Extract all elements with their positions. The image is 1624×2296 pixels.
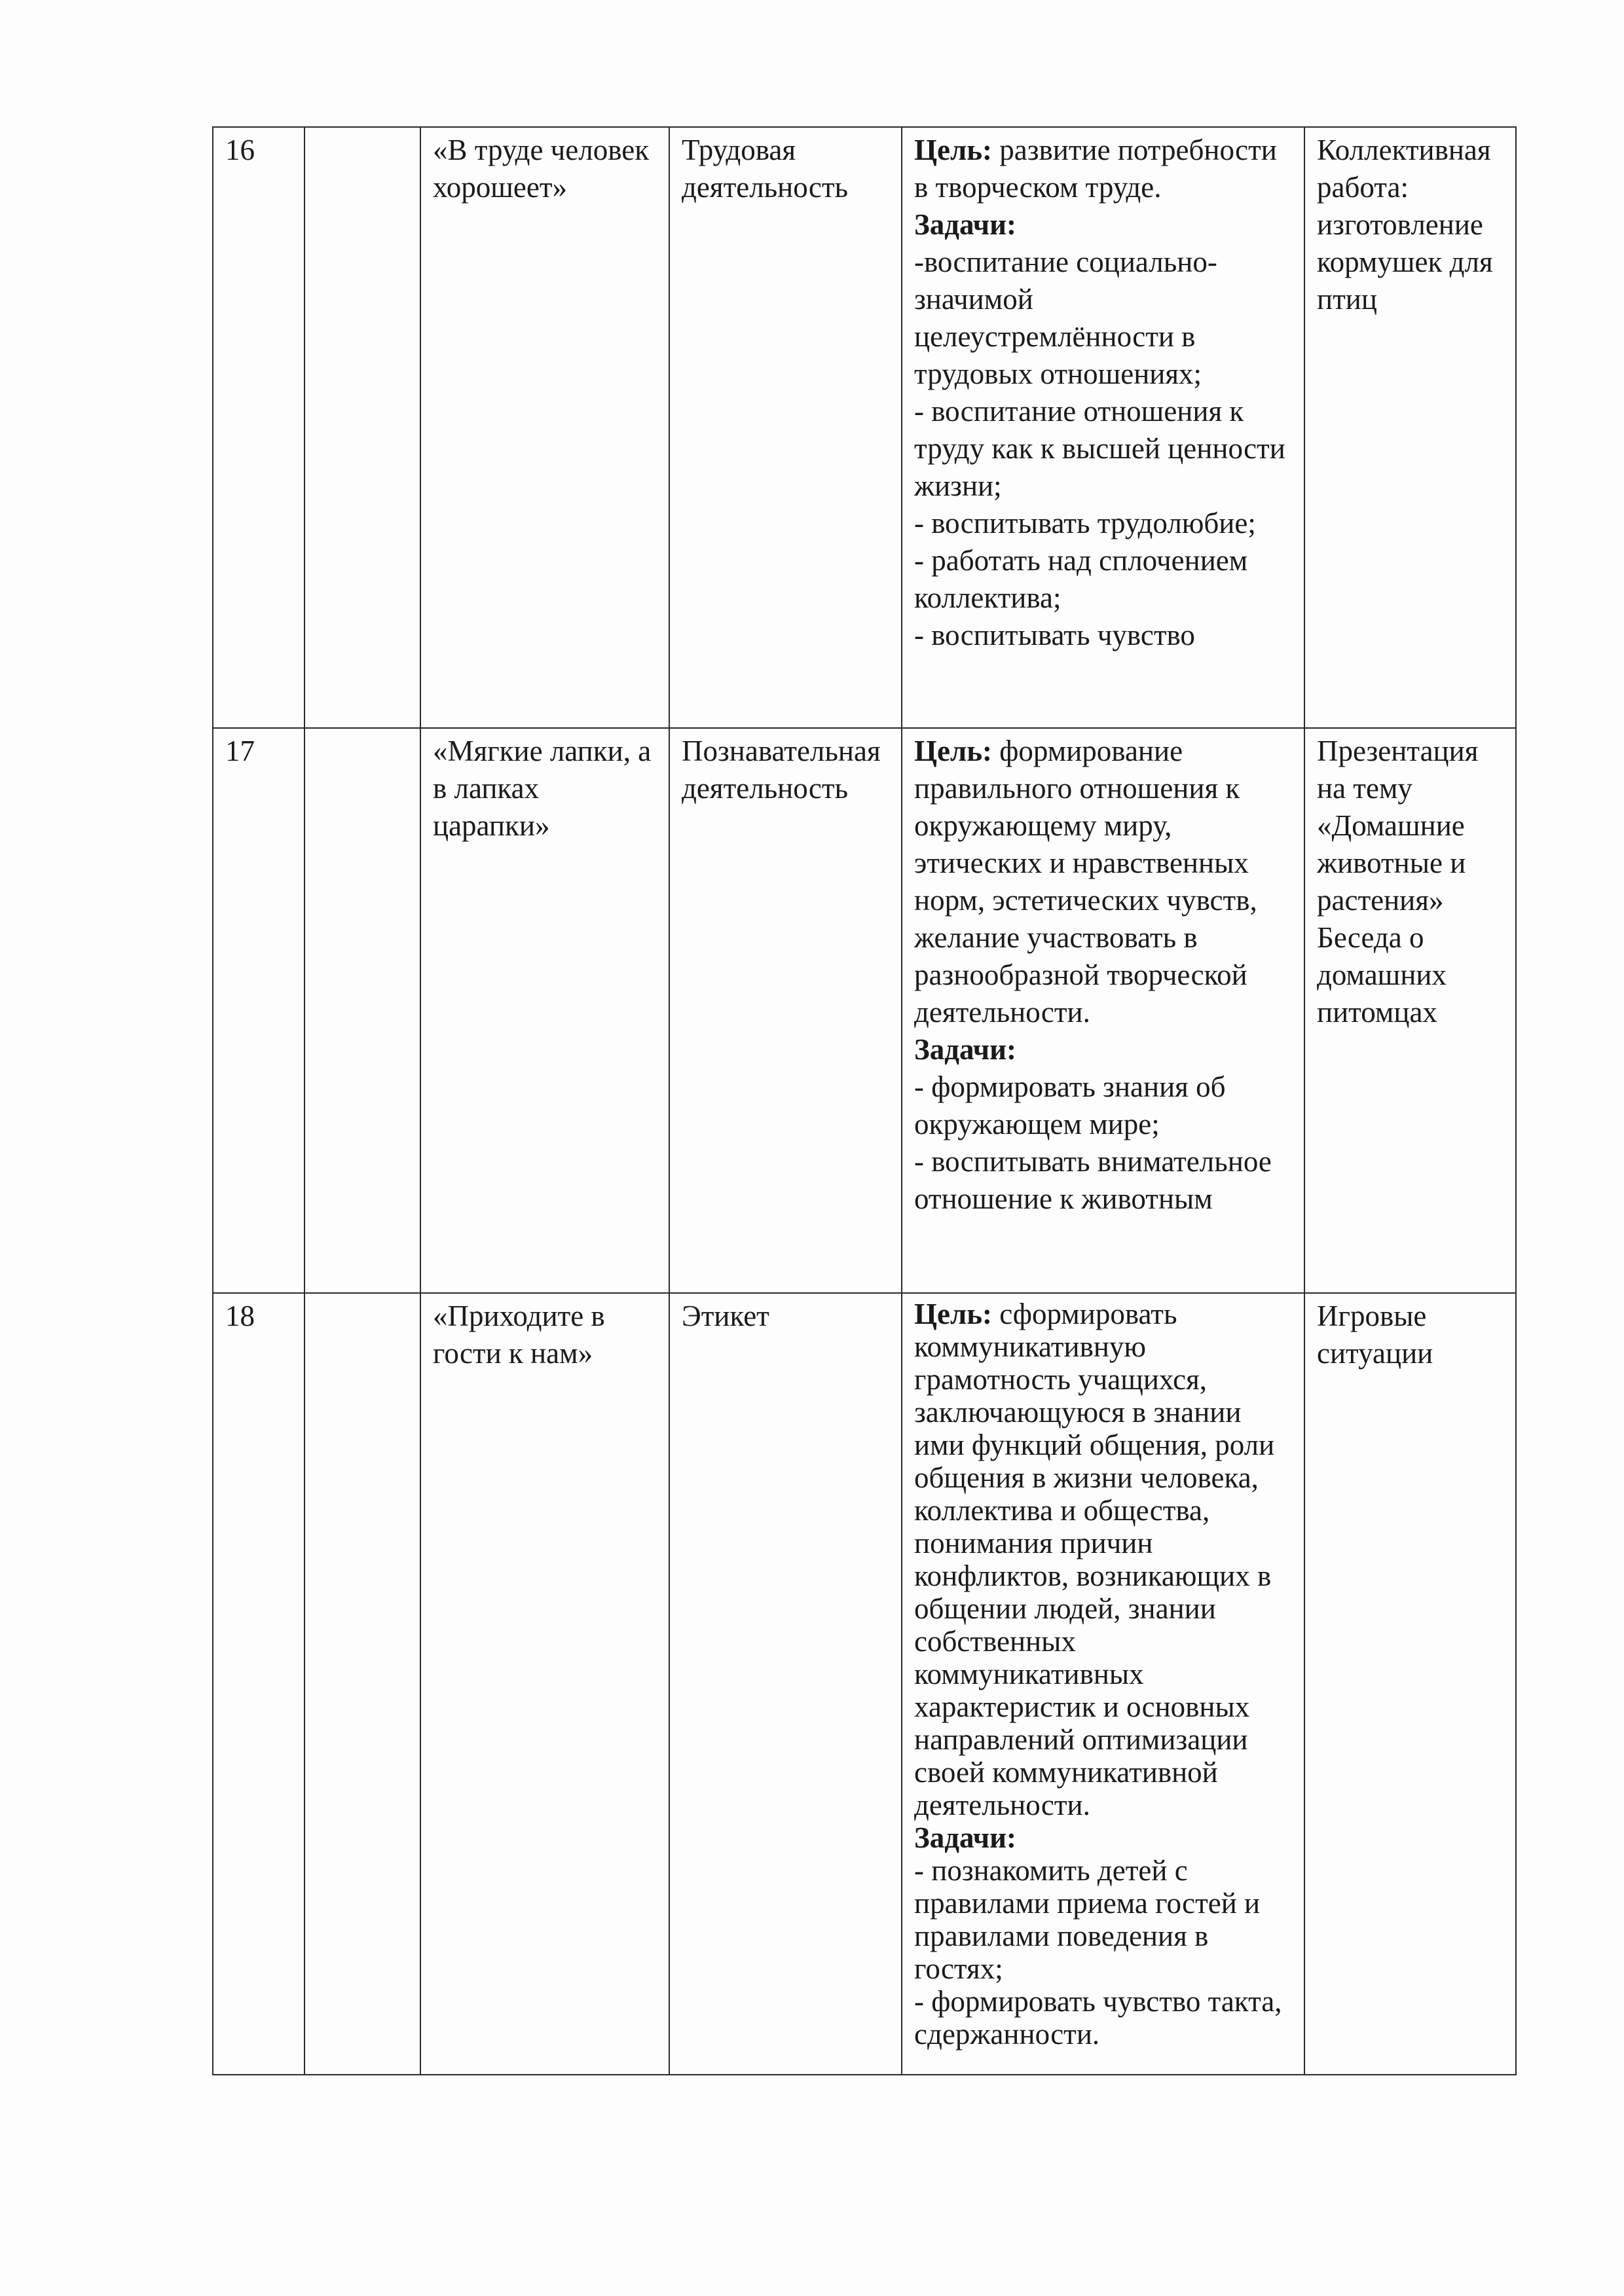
task-item: - формировать чувство такта, сдержанности. (914, 1985, 1282, 2050)
lesson-title: «Приходите в гости к нам» (420, 1293, 669, 2075)
row-number: 16 (213, 127, 304, 728)
activity-form: Коллективная работа: изготовление кормушек для птиц (1304, 127, 1516, 728)
lesson-title: «Мягкие лапки, а в лапках царапки» (420, 728, 669, 1293)
tasks-label: Задачи: (914, 208, 1017, 241)
task-item: -воспитание социально-значимой целеустремлённости в трудовых отношениях; (914, 246, 1217, 390)
goal-text: сформировать коммуникативную грамотность учащихся, заключающуюся в знании ими функций общения, роли общения в жизни человека, коллектива и общества, понимания причин конфликтов, возникающих в общении людей, знании собственных коммуникативных характеристик и основных направлений оптимизации своей коммуникативной деятельности. (914, 1298, 1275, 1821)
empty-cell (304, 728, 420, 1293)
task-item: - познакомить детей с правилами приема гостей и правилами поведения в гостях; (914, 1854, 1261, 1985)
row-number: 17 (213, 728, 304, 1293)
activity-type: Этикет (669, 1293, 902, 2075)
activity-type: Познавательная деятельность (669, 728, 902, 1293)
goals-and-tasks (902, 127, 1304, 728)
lesson-plan-table (212, 126, 1517, 2075)
task-item: - работать над сплочением коллектива; (914, 544, 1248, 614)
activity-form: Презентация на тему «Домашние животные и растения» Беседа о домашних питомцах (1304, 728, 1516, 1293)
goals-and-tasks (902, 728, 1304, 1293)
activity-type: Трудовая деятельность (669, 127, 902, 728)
goal-label: Цель: (914, 735, 993, 767)
empty-cell (304, 127, 420, 728)
goals-and-tasks (902, 1293, 1304, 2075)
task-item: - формировать знания об окружающем мире; (914, 1070, 1226, 1140)
activity-form: Игровые ситуации (1304, 1293, 1516, 2075)
goal-text: развитие потребности в творческом труде. (914, 134, 1277, 204)
tasks-label: Задачи: (914, 1821, 1017, 1854)
table-row (213, 728, 1516, 1293)
task-item: - воспитывать чувство (914, 619, 1195, 651)
empty-cell (304, 1293, 420, 2075)
tasks-label: Задачи: (914, 1033, 1017, 1066)
task-item: - воспитывать внимательное отношение к животным (914, 1145, 1272, 1215)
table-row (213, 127, 1516, 728)
goal-text: формирование правильного отношения к окружающему миру, этических и нравственных норм, эстетических чувств, желание участвовать в разнообразной творческой деятельности. (914, 735, 1257, 1029)
task-item: - воспитание отношения к труду как к высшей ценности жизни; (914, 395, 1285, 502)
lesson-title: «В труде человек хорошеет» (420, 127, 669, 728)
task-item: - воспитывать трудолюбие; (914, 507, 1256, 539)
goal-label: Цель: (914, 1298, 993, 1330)
row-number: 18 (213, 1293, 304, 2075)
table-row (213, 1293, 1516, 2075)
goal-label: Цель: (914, 134, 993, 166)
